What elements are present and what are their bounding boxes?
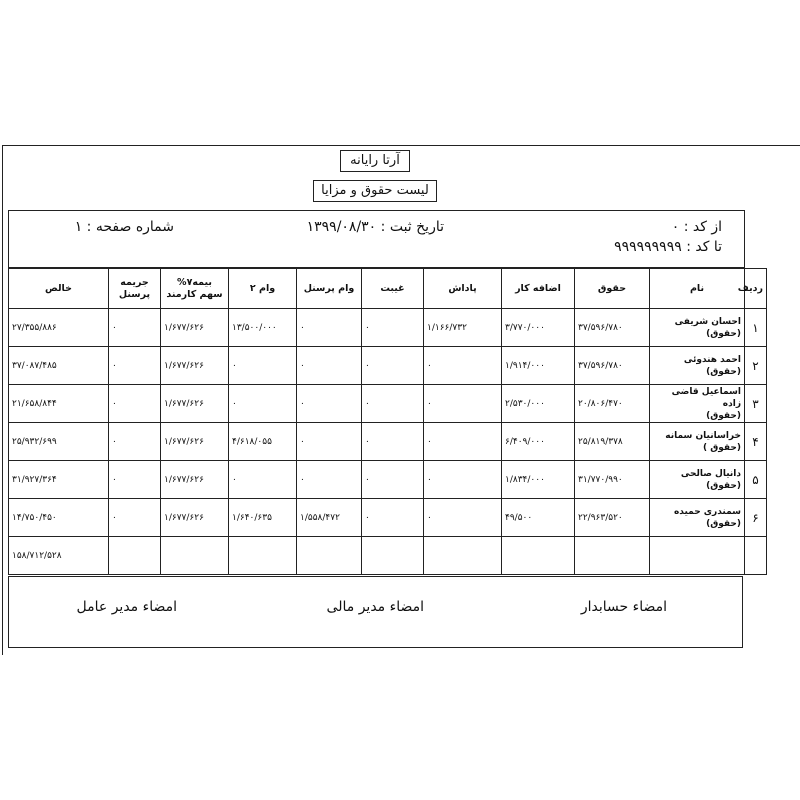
salary-cell: ۲۲/۹۶۳/۵۲۰ <box>575 499 650 537</box>
finance-manager-signature: امضاء مدیر مالی <box>326 599 424 615</box>
overtime-cell: ۱/۸۳۴/۰۰۰ <box>502 461 575 499</box>
employee-name <box>650 347 745 385</box>
payroll-table <box>8 268 767 575</box>
employee-name-text: سمندری حمیده <box>673 506 741 517</box>
report-title: لیست حقوق و مزایا <box>313 180 437 202</box>
employee-name-text: احسان شریفی <box>674 316 741 327</box>
col-header: بیمه۷% سهم کارمند <box>161 269 229 309</box>
penalty-cell: ۰ <box>109 309 161 347</box>
salary-cell: ۳۷/۵۹۶/۷۸۰ <box>575 347 650 385</box>
loan-cell: ۱/۵۵۸/۴۷۲ <box>297 499 362 537</box>
penalty-cell: ۰ <box>109 347 161 385</box>
employee-name <box>650 309 745 347</box>
salary-cell: ۲۰/۸۰۶/۴۷۰ <box>575 385 650 423</box>
signature-box <box>8 576 743 648</box>
loan-cell: ۰ <box>297 423 362 461</box>
table-row <box>9 309 767 347</box>
loan-cell: ۰ <box>297 309 362 347</box>
penalty-cell: ۰ <box>109 385 161 423</box>
net-cell: ۱۴/۷۵۰/۴۵۰ <box>9 499 109 537</box>
net-cell: ۲۷/۳۵۵/۸۸۶ <box>9 309 109 347</box>
col-header: نام <box>650 269 745 309</box>
col-header: پاداش <box>424 269 502 309</box>
loan-cell: ۰ <box>297 347 362 385</box>
loan2-cell: ۴/۶۱۸/۰۵۵ <box>229 423 297 461</box>
row-index: ۵ <box>745 461 767 499</box>
employee-name-sub: (حقوق) <box>706 518 741 529</box>
page-number: شماره صفحه : ۱ <box>74 219 174 235</box>
insurance-cell: ۱/۶۷۷/۶۲۶ <box>161 499 229 537</box>
accountant-signature: امضاء حسابدار <box>580 599 667 615</box>
employee-name-sub: (حقوق) <box>706 328 741 339</box>
loan2-cell: ۱۳/۵۰۰/۰۰۰ <box>229 309 297 347</box>
net-cell: ۲۵/۹۳۲/۶۹۹ <box>9 423 109 461</box>
employee-name <box>650 385 745 423</box>
register-date: تاریخ ثبت : ۱۳۹۹/۰۸/۳۰ <box>306 219 444 235</box>
employee-name-text: احمد هندوئی <box>683 354 741 365</box>
report-header <box>8 210 745 268</box>
col-header: ردیف <box>745 269 767 309</box>
absence-cell: ۰ <box>362 309 424 347</box>
penalty-cell: ۰ <box>109 461 161 499</box>
employee-name-text: اسماعیل قاضی زاده <box>671 386 741 409</box>
employee-name-sub: (حقوق ) <box>702 442 741 453</box>
col-header: جریمه پرسنل <box>109 269 161 309</box>
empty-cell <box>650 537 745 575</box>
insurance-cell: ۱/۶۷۷/۶۲۶ <box>161 461 229 499</box>
employee-name-sub: (حقوق) <box>706 366 741 377</box>
net-cell: ۳۱/۹۲۷/۳۶۴ <box>9 461 109 499</box>
col-header: اضافه کار <box>502 269 575 309</box>
employee-name <box>650 423 745 461</box>
overtime-cell: ۱/۹۱۴/۰۰۰ <box>502 347 575 385</box>
empty-cell <box>229 537 297 575</box>
table-row <box>9 423 767 461</box>
col-header: وام پرسنل <box>297 269 362 309</box>
table-row <box>9 499 767 537</box>
empty-cell <box>745 537 767 575</box>
net-cell: ۳۷/۰۸۷/۴۸۵ <box>9 347 109 385</box>
loan2-cell: ۰ <box>229 461 297 499</box>
insurance-cell: ۱/۶۷۷/۶۲۶ <box>161 309 229 347</box>
row-index: ۶ <box>745 499 767 537</box>
col-header: غیبت <box>362 269 424 309</box>
absence-cell: ۰ <box>362 385 424 423</box>
overtime-cell: ۴۹/۵۰۰ <box>502 499 575 537</box>
empty-cell <box>502 537 575 575</box>
overtime-cell: ۳/۷۷۰/۰۰۰ <box>502 309 575 347</box>
to-code: تا کد : ۹۹۹۹۹۹۹۹۹ <box>614 239 722 255</box>
absence-cell: ۰ <box>362 499 424 537</box>
empty-cell <box>109 537 161 575</box>
company-title: آرتا رایانه <box>340 150 410 172</box>
total-row <box>9 537 767 575</box>
empty-cell <box>575 537 650 575</box>
employee-name <box>650 461 745 499</box>
row-index: ۴ <box>745 423 767 461</box>
employee-name-sub: (حقوق) <box>706 480 741 491</box>
row-index: ۱ <box>745 309 767 347</box>
loan-cell: ۰ <box>297 461 362 499</box>
bonus-cell: ۰ <box>424 423 502 461</box>
table-row <box>9 461 767 499</box>
bonus-cell: ۱/۱۶۶/۷۳۲ <box>424 309 502 347</box>
loan2-cell: ۰ <box>229 385 297 423</box>
overtime-cell: ۲/۵۳۰/۰۰۰ <box>502 385 575 423</box>
employee-name-text: دانیال صالحی <box>680 468 741 479</box>
table-row <box>9 347 767 385</box>
absence-cell: ۰ <box>362 423 424 461</box>
absence-cell: ۰ <box>362 461 424 499</box>
insurance-cell: ۱/۶۷۷/۶۲۶ <box>161 423 229 461</box>
bonus-cell: ۰ <box>424 499 502 537</box>
net-cell: ۲۱/۶۵۸/۸۴۴ <box>9 385 109 423</box>
empty-cell <box>161 537 229 575</box>
loan-cell: ۰ <box>297 385 362 423</box>
col-header: خالص <box>9 269 109 309</box>
empty-cell <box>424 537 502 575</box>
col-header: حقوق <box>575 269 650 309</box>
insurance-cell: ۱/۶۷۷/۶۲۶ <box>161 385 229 423</box>
empty-cell <box>297 537 362 575</box>
loan2-cell: ۱/۶۴۰/۶۳۵ <box>229 499 297 537</box>
from-code: از کد : ۰ <box>671 219 722 235</box>
overtime-cell: ۶/۴۰۹/۰۰۰ <box>502 423 575 461</box>
total-net: ۱۵۸/۷۱۲/۵۲۸ <box>9 537 109 575</box>
bonus-cell: ۰ <box>424 385 502 423</box>
insurance-cell: ۱/۶۷۷/۶۲۶ <box>161 347 229 385</box>
row-index: ۲ <box>745 347 767 385</box>
salary-cell: ۳۱/۷۷۰/۹۹۰ <box>575 461 650 499</box>
employee-name-text: خراسانیان سمانه <box>665 430 741 441</box>
table-header-row <box>9 269 767 309</box>
ceo-signature: امضاء مدیر عامل <box>76 599 177 615</box>
row-index: ۳ <box>745 385 767 423</box>
penalty-cell: ۰ <box>109 423 161 461</box>
penalty-cell: ۰ <box>109 499 161 537</box>
absence-cell: ۰ <box>362 347 424 385</box>
loan2-cell: ۰ <box>229 347 297 385</box>
bonus-cell: ۰ <box>424 461 502 499</box>
employee-name <box>650 499 745 537</box>
col-header: وام ۲ <box>229 269 297 309</box>
salary-cell: ۲۵/۸۱۹/۳۷۸ <box>575 423 650 461</box>
employee-name-sub: (حقوق) <box>706 410 741 421</box>
salary-cell: ۳۷/۵۹۶/۷۸۰ <box>575 309 650 347</box>
empty-cell <box>362 537 424 575</box>
table-row <box>9 385 767 423</box>
bonus-cell: ۰ <box>424 347 502 385</box>
